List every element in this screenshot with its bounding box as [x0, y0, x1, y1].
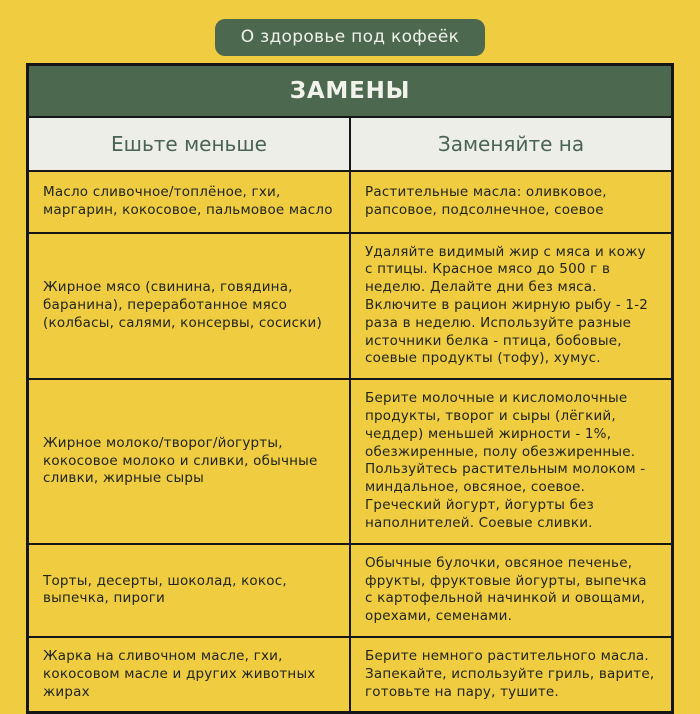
- table-row: [28, 637, 673, 713]
- column-header-eat-less: Ешьте меньше: [28, 117, 351, 171]
- table-row: [28, 233, 673, 380]
- page-header: [0, 19, 700, 56]
- table-row: [28, 171, 673, 233]
- table-row: [28, 544, 673, 637]
- cell-replace-with: Обычные булочки, овсяное печенье, фрукты, фруктовые йогурты, выпечка с картофельной начинкой и овощами, орехами, семенами.: [350, 544, 673, 637]
- cell-eat-less: Жарка на сливочном масле, гхи, кокосовом масле и других животных жирах: [28, 637, 351, 713]
- column-header-replace-with: Заменяйте на: [350, 117, 673, 171]
- table-title: ЗАМЕНЫ: [28, 65, 673, 117]
- cell-eat-less: Жирное мясо (свинина, говядина, баранина), переработанное мясо (колбасы, салями, консервы, сосиски): [28, 233, 351, 380]
- table-row: [28, 379, 673, 544]
- substitutions-table: [26, 63, 674, 714]
- channel-badge: О здоровье под кофеёк: [215, 19, 485, 56]
- cell-eat-less: Масло сливочное/топлёное, гхи, маргарин, кокосовое, пальмовое масло: [28, 171, 351, 233]
- cell-replace-with: Берите немного растительного масла. Запекайте, используйте гриль, варите, готовьте на пару, тушите.: [350, 637, 673, 713]
- cell-eat-less: Торты, десерты, шоколад, кокос, выпечка, пироги: [28, 544, 351, 637]
- cell-replace-with: Растительные масла: оливковое, рапсовое, подсолнечное, соевое: [350, 171, 673, 233]
- cell-eat-less: Жирное молоко/творог/йогурты, кокосовое молоко и сливки, обычные сливки, жирные сыры: [28, 379, 351, 544]
- cell-replace-with: Берите молочные и кисломолочные продукты, творог и сыры (лёгкий, чеддер) меньшей жирности - 1%, обезжиренные, полу обезжиренные. Пользуйтесь растительным молоком - миндальное, овсяное, соевое. Греческий йогурт, йогурты без наполнителей. Соевые сливки.: [350, 379, 673, 544]
- cell-replace-with: Удаляйте видимый жир с мяса и кожу с птицы. Красное мясо до 500 г в неделю. Делайте дни без мяса. Включите в рацион жирную рыбу - 1-2 раза в неделю. Используйте разные источники белка - птица, бобовые, соевые продукты (тофу), хумус.: [350, 233, 673, 380]
- column-header-row: [28, 117, 673, 171]
- table-title-row: [28, 65, 673, 117]
